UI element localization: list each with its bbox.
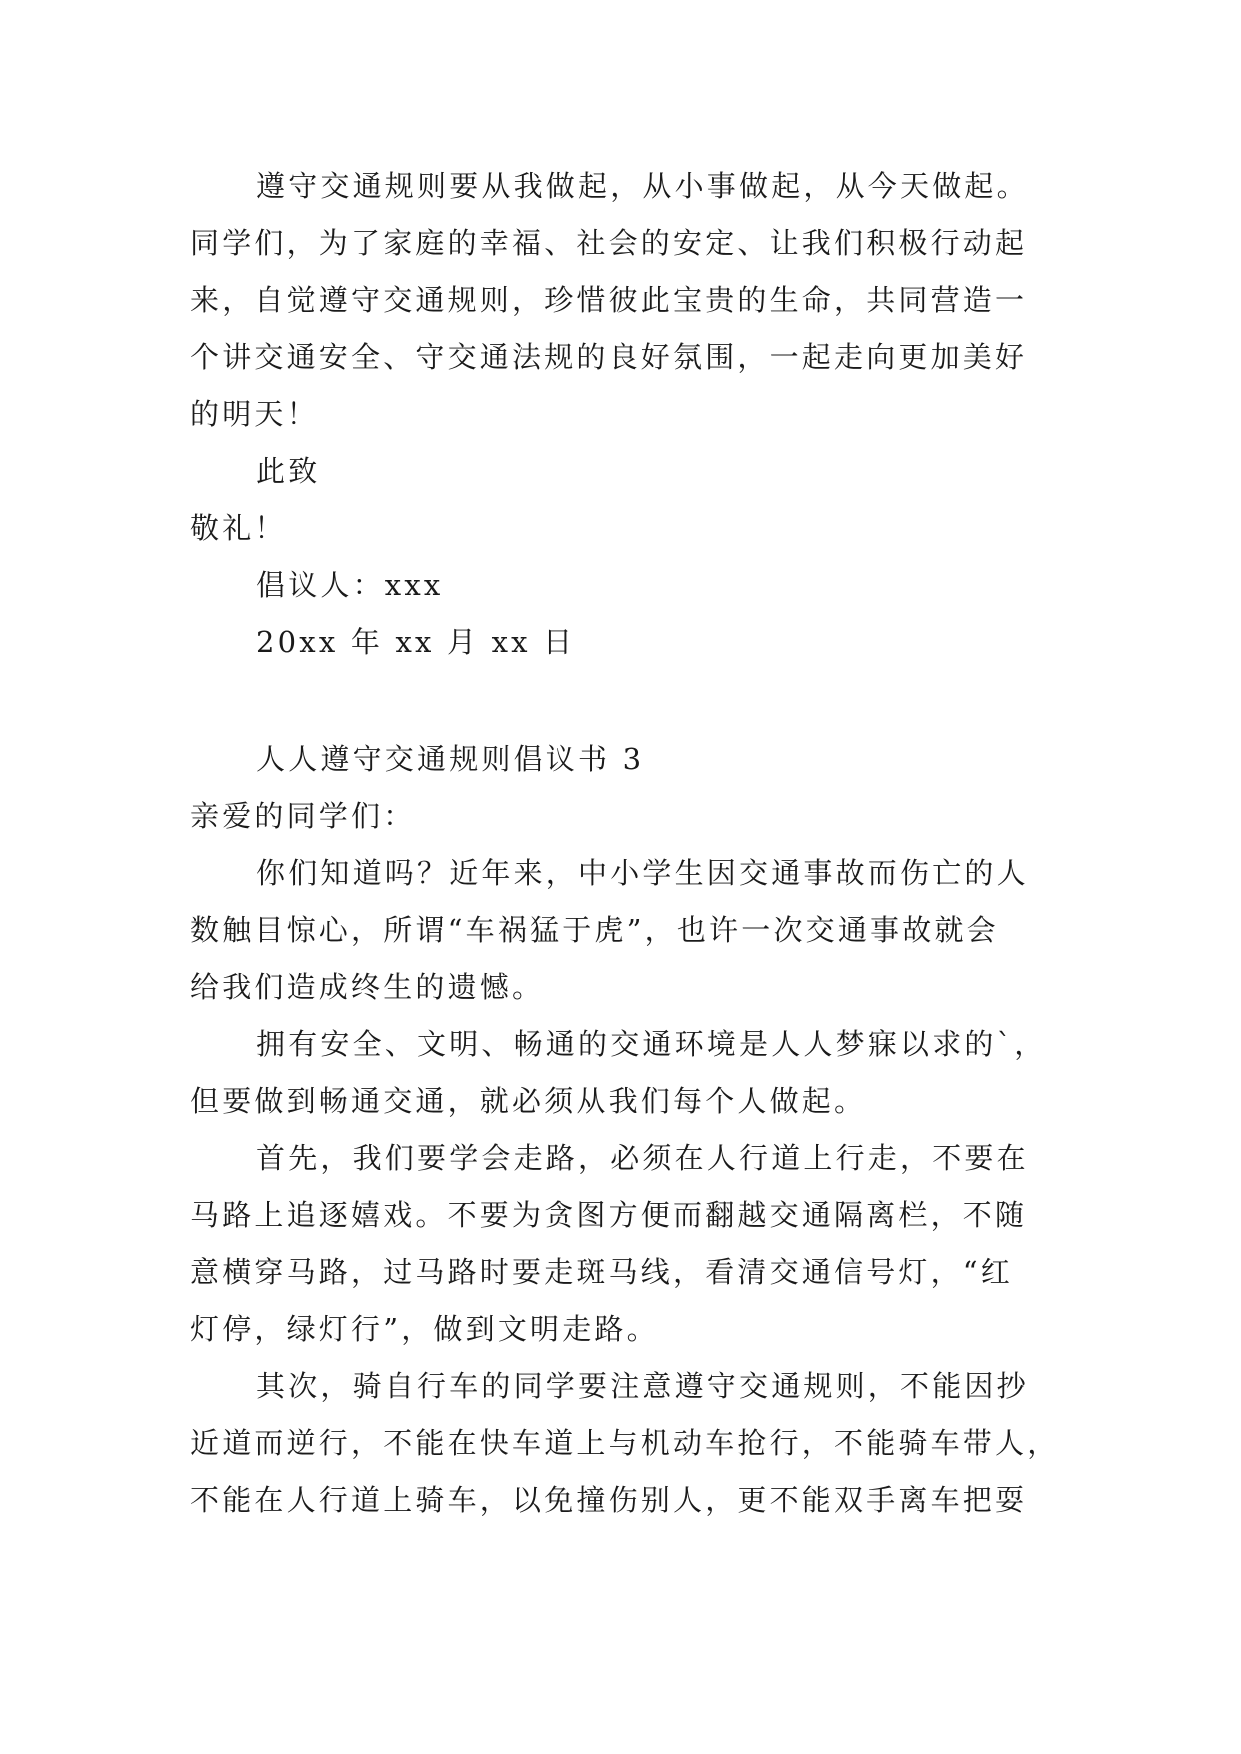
paragraph-line: 数触目惊心，所谓“车祸猛于虎”，也许一次交通事故就会 (190, 913, 999, 947)
paragraph-line: 但要做到畅通交通，就必须从我们每个人做起。 (190, 1084, 867, 1118)
paragraph-line: 给我们造成终生的遗憾。 (190, 970, 545, 1004)
paragraph-line: 近道而逆行，不能在快车道上与机动车抢行，不能骑车带人， (190, 1426, 1060, 1460)
paragraph-line: 的明天！ (190, 397, 319, 431)
greeting: 亲爱的同学们： (190, 799, 416, 833)
paragraph-line: 灯停，绿灯行”，做到文明走路。 (190, 1312, 659, 1346)
paragraph-line: 来，自觉遵守交通规则，珍惜彼此宝贵的生命，共同营造一 (190, 283, 1028, 317)
paragraph-line: 拥有安全、文明、畅通的交通环境是人人梦寐以求的`， (256, 1027, 1047, 1061)
paragraph-line: 不能在人行道上骑车，以免撞伤别人，更不能双手离车把耍 (190, 1483, 1028, 1517)
paragraph-line: 首先，我们要学会走路，必须在人行道上行走，不要在 (256, 1141, 1029, 1175)
paragraph-line: 马路上追逐嬉戏。不要为贪图方便而翻越交通隔离栏，不随 (190, 1198, 1028, 1232)
paragraph-line: 其次，骑自行车的同学要注意遵守交通规则，不能因抄 (256, 1369, 1029, 1403)
paragraph-line: 同学们，为了家庭的幸福、社会的安定、让我们积极行动起 (190, 226, 1028, 260)
closing-salutation: 此致 (256, 454, 321, 488)
paragraph-line: 遵守交通规则要从我做起，从小事做起，从今天做起。 (256, 169, 1029, 203)
closing-regards: 敬礼！ (190, 511, 287, 545)
paragraph-line: 你们知道吗？近年来，中小学生因交通事故而伤亡的人 (256, 856, 1029, 890)
signature-line: 倡议人：xxx (256, 568, 444, 602)
paragraph-line: 个讲交通安全、守交通法规的良好氛围，一起走向更加美好 (190, 340, 1028, 374)
date-line: 20xx 年 xx 月 xx 日 (256, 625, 576, 659)
paragraph-line: 意横穿马路，过马路时要走斑马线，看清交通信号灯，“红 (190, 1255, 1014, 1289)
section-title: 人人遵守交通规则倡议书 3 (256, 742, 645, 776)
